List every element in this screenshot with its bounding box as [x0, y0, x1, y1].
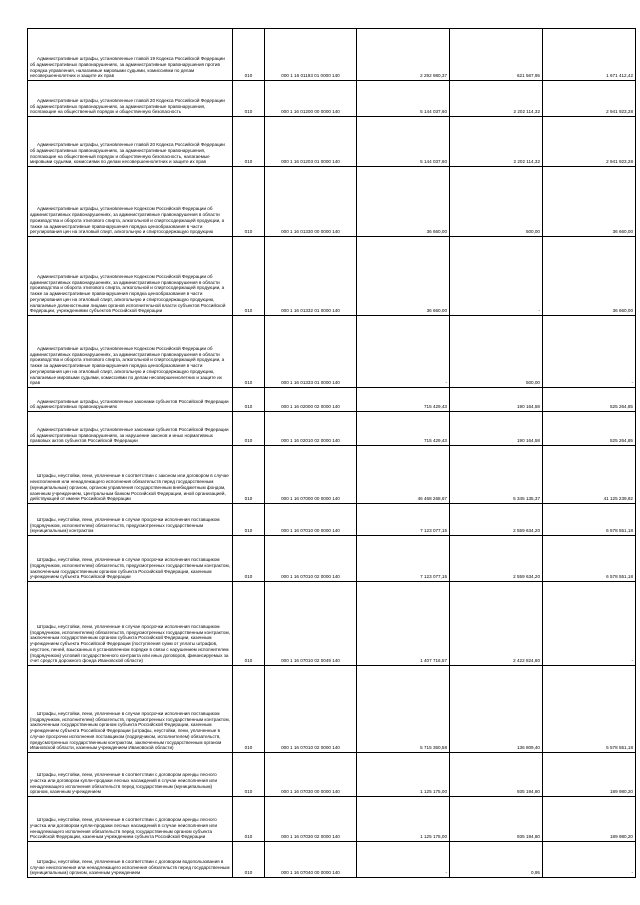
row-kbk: 000 1 16 07010 02 0000 140 — [265, 536, 357, 582]
row-name: Административные штрафы, установленные законами субъектов Российской Федерации об административных правонарушениях, за нарушение законов и иных нормативных правовых актов субъектов Российской Федерации — [28, 412, 233, 446]
row-approved: 36 660,00 — [357, 237, 450, 316]
row-approved: 36 660,00 — [357, 167, 450, 237]
row-kbk: 000 1 16 07000 00 0000 140 — [265, 446, 357, 504]
row-kbk: 000 1 16 01330 00 0000 140 — [265, 167, 357, 237]
row-executed: 2 202 114,32 — [450, 81, 543, 117]
row-executed: 500,00 — [450, 316, 543, 388]
row-name: Административные штрафы, установленные законами субъектов Российской Федерации об административных правонарушениях — [28, 388, 233, 412]
row-unexecuted: 189 980,20 — [543, 753, 636, 797]
row-name: Административные штрафы, установленные Кодексом Российской Федерации об административных правонарушениях, за административные правонарушения в области производства и оборота этилового спирта, алкогольной и спиртосодержащей продукции, а также за административные правонарушения порядка ценообразования в части регулирования цен на этиловый спирт, алкогольную и спиртосодержащую продукцию, налагаемые мировыми судьями, комиссиями по делам несовершеннолетних и защите их прав — [28, 316, 233, 388]
row-unexecuted: - — [543, 316, 636, 388]
row-approved: 715 429,43 — [357, 388, 450, 412]
row-name: Штрафы, неустойки, пени, уплаченные в соответствии с законом или договором в случае неисполнения или ненадлежащего исполнения обязательств перед государственным (муниципальным) органом, органом управления государственным внебюджетным фондом, казенным учреждением, Центральным банком Российской Федерации, иной организацией, действующей от имени Российской Федерации — [28, 446, 233, 504]
row-kbk: 000 1 16 02010 02 0000 140 — [265, 412, 357, 446]
row-approved: 2 292 980,37 — [357, 29, 450, 81]
row-code: 010 — [233, 582, 265, 666]
row-name: Штрафы, неустойки, пени, уплаченные в соответствии с договором аренды лесного участка или договором купли-продажи лесных насаждений в случае неисполнения или ненадлежащего исполнения обязательств перед государственным (муниципальным) органом, казенным учреждением — [28, 753, 233, 797]
row-kbk: 000 1 16 07010 00 0000 140 — [265, 504, 357, 536]
row-code: 010 — [233, 842, 265, 878]
row-name: Штрафы, неустойки, пени, уплаченные в соответствии с договором аренды лесного участка или договором купли-продажи лесных насаждений в случае неисполнения или ненадлежащего исполнения обязательств перед государственным органом субъекта Российской Федерации, казенным учреждением субъекта Российской Федерации — [28, 797, 233, 842]
row-kbk: 000 1 16 01332 01 0000 140 — [265, 237, 357, 316]
table-row — [28, 446, 636, 504]
row-unexecuted: 189 980,20 — [543, 797, 636, 842]
row-unexecuted: 41 125 239,92 — [543, 446, 636, 504]
table-row — [28, 167, 636, 237]
row-executed: 190 164,58 — [450, 412, 543, 446]
row-name: Административные штрафы, установленные Кодексом Российской Федерации об административных правонарушениях, за административные правонарушения в области производства и оборота этилового спирта, алкогольной и спиртосодержащей продукции, а также за административные правонарушения порядка ценообразования в части регулирования цен на этиловый спирт, алкогольную и спиртосодержащую продукцию — [28, 167, 233, 237]
row-name: Штрафы, неустойки, пени, уплаченные в случае просрочки исполнения поставщиком (подрядчиком, исполнителем) обязательств, предусмотренных государственным контрактом, заключенным государственным органом субъекта Российской Федерации, казенным учреждением субъекта Российской Федерации (поступления сумм от уплаты штрафов, неустоек, пеней, взысканных в установленном порядке в связи с нарушением исполнителем (подрядчиком) условий государственного контракта или иных договоров, финансируемых за счет средств дорожного фонда Ивановской области) — [28, 582, 233, 666]
table-row — [28, 842, 636, 878]
row-approved: 5 144 037,60 — [357, 117, 450, 167]
table-row — [28, 412, 636, 446]
row-unexecuted: 36 660,00 — [543, 167, 636, 237]
table-row — [28, 237, 636, 316]
row-name: Административные штрафы, установленные Кодексом Российской Федерации об административных правонарушениях, за административные правонарушения в области производства и оборота этилового спирта, алкогольной и спиртосодержащей продукции, а также за административные правонарушения порядка ценообразования в части регулирования цен на этиловый спирт, алкогольную и спиртосодержащую продукцию, налагаемые должностными лицами органов исполнительной власти субъектов Российской Федерации, учреждениями субъектов Российской Федерации — [28, 237, 233, 316]
table-row — [28, 582, 636, 666]
row-code: 010 — [233, 753, 265, 797]
row-unexecuted: 2 941 923,28 — [543, 117, 636, 167]
row-kbk: 000 1 16 02000 02 0000 140 — [265, 388, 357, 412]
row-approved: 1 407 716,57 — [357, 582, 450, 666]
row-name: Штрафы, неустойки, пени, уплаченные в соответствии с договором водопользования в случае неисполнения или ненадлежащего исполнения обязательств перед государственным (муниципальным) органом, казенным учреждением — [28, 842, 233, 878]
row-executed: 0,95 — [450, 842, 543, 878]
row-executed: 935 194,80 — [450, 753, 543, 797]
table-row — [28, 666, 636, 753]
row-executed: 500,00 — [450, 167, 543, 237]
row-executed: 2 202 114,32 — [450, 117, 543, 167]
revenue-table — [27, 28, 636, 878]
row-approved: 715 429,43 — [357, 412, 450, 446]
row-kbk: 000 1 16 01200 00 0000 140 — [265, 81, 357, 117]
row-executed: 2 559 634,20 — [450, 504, 543, 536]
row-approved: 1 125 175,00 — [357, 797, 450, 842]
row-executed: - — [450, 237, 543, 316]
row-name: Штрафы, неустойки, пени, уплаченные в случае просрочки исполнения поставщиком (подрядчиком, исполнителем) обязательств, предусмотренных государственным (муниципальным) контрактом — [28, 504, 233, 536]
row-approved: 5 715 360,58 — [357, 666, 450, 753]
row-code: 010 — [233, 666, 265, 753]
table-row — [28, 29, 636, 81]
row-unexecuted: - — [543, 582, 636, 666]
row-executed: 2 422 824,80 — [450, 582, 543, 666]
row-name: Административные штрафы, установленные главой 20 Кодекса Российской Федерации об административных правонарушениях, за административные правонарушения, посягающие на общественный порядок и общественную безопасность — [28, 81, 233, 117]
row-code: 010 — [233, 29, 265, 81]
row-approved: - — [357, 316, 450, 388]
row-unexecuted: 525 264,85 — [543, 412, 636, 446]
row-unexecuted: 6 578 551,18 — [543, 504, 636, 536]
row-approved: 7 123 077,15 — [357, 536, 450, 582]
row-executed: 2 559 634,20 — [450, 536, 543, 582]
table-row — [28, 117, 636, 167]
row-executed: 136 809,40 — [450, 666, 543, 753]
row-kbk: 000 1 16 01203 01 0000 140 — [265, 117, 357, 167]
row-kbk: 000 1 16 07040 00 0000 140 — [265, 842, 357, 878]
table-row — [28, 81, 636, 117]
row-name: Административные штрафы, установленные главой 20 Кодекса Российской Федерации об административных правонарушениях, за административные правонарушения, посягающие на общественный порядок и общественную безопасность, налагаемые мировыми судьями, комиссиями по делам несовершеннолетних и защите их прав — [28, 117, 233, 167]
row-approved: - — [357, 842, 450, 878]
row-kbk: 000 1 16 07010 02 0000 140 — [265, 666, 357, 753]
row-executed: 5 345 135,37 — [450, 446, 543, 504]
row-code: 010 — [233, 117, 265, 167]
table-row — [28, 316, 636, 388]
row-code: 010 — [233, 446, 265, 504]
report-page — [27, 28, 633, 878]
row-approved: 1 125 175,00 — [357, 753, 450, 797]
row-kbk: 000 1 16 07030 00 0000 140 — [265, 753, 357, 797]
table-row — [28, 753, 636, 797]
table-row — [28, 504, 636, 536]
row-unexecuted: - — [543, 842, 636, 878]
row-name: Административные штрафы, установленные главой 19 Кодекса Российской Федерации об административных правонарушениях, за административные правонарушения против порядка управления, налагаемые мировыми судьями, комиссиями по делам несовершеннолетних и защите их прав — [28, 29, 233, 81]
row-code: 010 — [233, 388, 265, 412]
row-code: 010 — [233, 797, 265, 842]
row-unexecuted: 5 578 551,18 — [543, 666, 636, 753]
row-kbk: 000 1 16 07030 02 0000 140 — [265, 797, 357, 842]
table-row — [28, 388, 636, 412]
row-approved: 7 123 077,15 — [357, 504, 450, 536]
row-kbk: 000 1 16 01333 01 0000 140 — [265, 316, 357, 388]
row-code: 010 — [233, 316, 265, 388]
row-unexecuted: 36 660,00 — [543, 237, 636, 316]
row-code: 010 — [233, 237, 265, 316]
row-executed: 621 567,95 — [450, 29, 543, 81]
row-executed: 935 194,80 — [450, 797, 543, 842]
row-name: Штрафы, неустойки, пени, уплаченные в случае просрочки исполнения поставщиком (подрядчиком, исполнителем) обязательств, предусмотренных государственным контрактом, заключенным государственным органом субъекта Российской Федерации, казенным учреждением субъекта Российской Федерации — [28, 536, 233, 582]
row-code: 010 — [233, 536, 265, 582]
table-row — [28, 536, 636, 582]
row-code: 010 — [233, 412, 265, 446]
row-name: Штрафы, неустойки, пени, уплаченные в случае просрочки исполнения поставщиком (подрядчиком, исполнителем) обязательств, предусмотренных государственным контрактом, заключенным государственным органом субъекта Российской Федерации, казенным учреждением субъекта Российской Федерации (штрафы, неустойки, пени, уплаченные в случае просрочки исполнения поставщиком (подрядчиком, исполнителем) обязательств, предусмотренных государственным контрактом, заключенным государственным органом Ивановской области, казенным учреждением Ивановской области) — [28, 666, 233, 753]
row-unexecuted: 6 578 551,18 — [543, 536, 636, 582]
table-row — [28, 797, 636, 842]
row-approved: 46 468 268,67 — [357, 446, 450, 504]
row-code: 010 — [233, 504, 265, 536]
row-code: 010 — [233, 81, 265, 117]
row-unexecuted: 2 941 923,28 — [543, 81, 636, 117]
row-kbk: 000 1 16 07010 02 0049 140 — [265, 582, 357, 666]
row-unexecuted: 525 264,85 — [543, 388, 636, 412]
row-executed: 190 164,58 — [450, 388, 543, 412]
row-approved: 5 144 037,60 — [357, 81, 450, 117]
row-kbk: 000 1 16 01193 01 0000 140 — [265, 29, 357, 81]
row-unexecuted: 1 671 412,42 — [543, 29, 636, 81]
row-code: 010 — [233, 167, 265, 237]
